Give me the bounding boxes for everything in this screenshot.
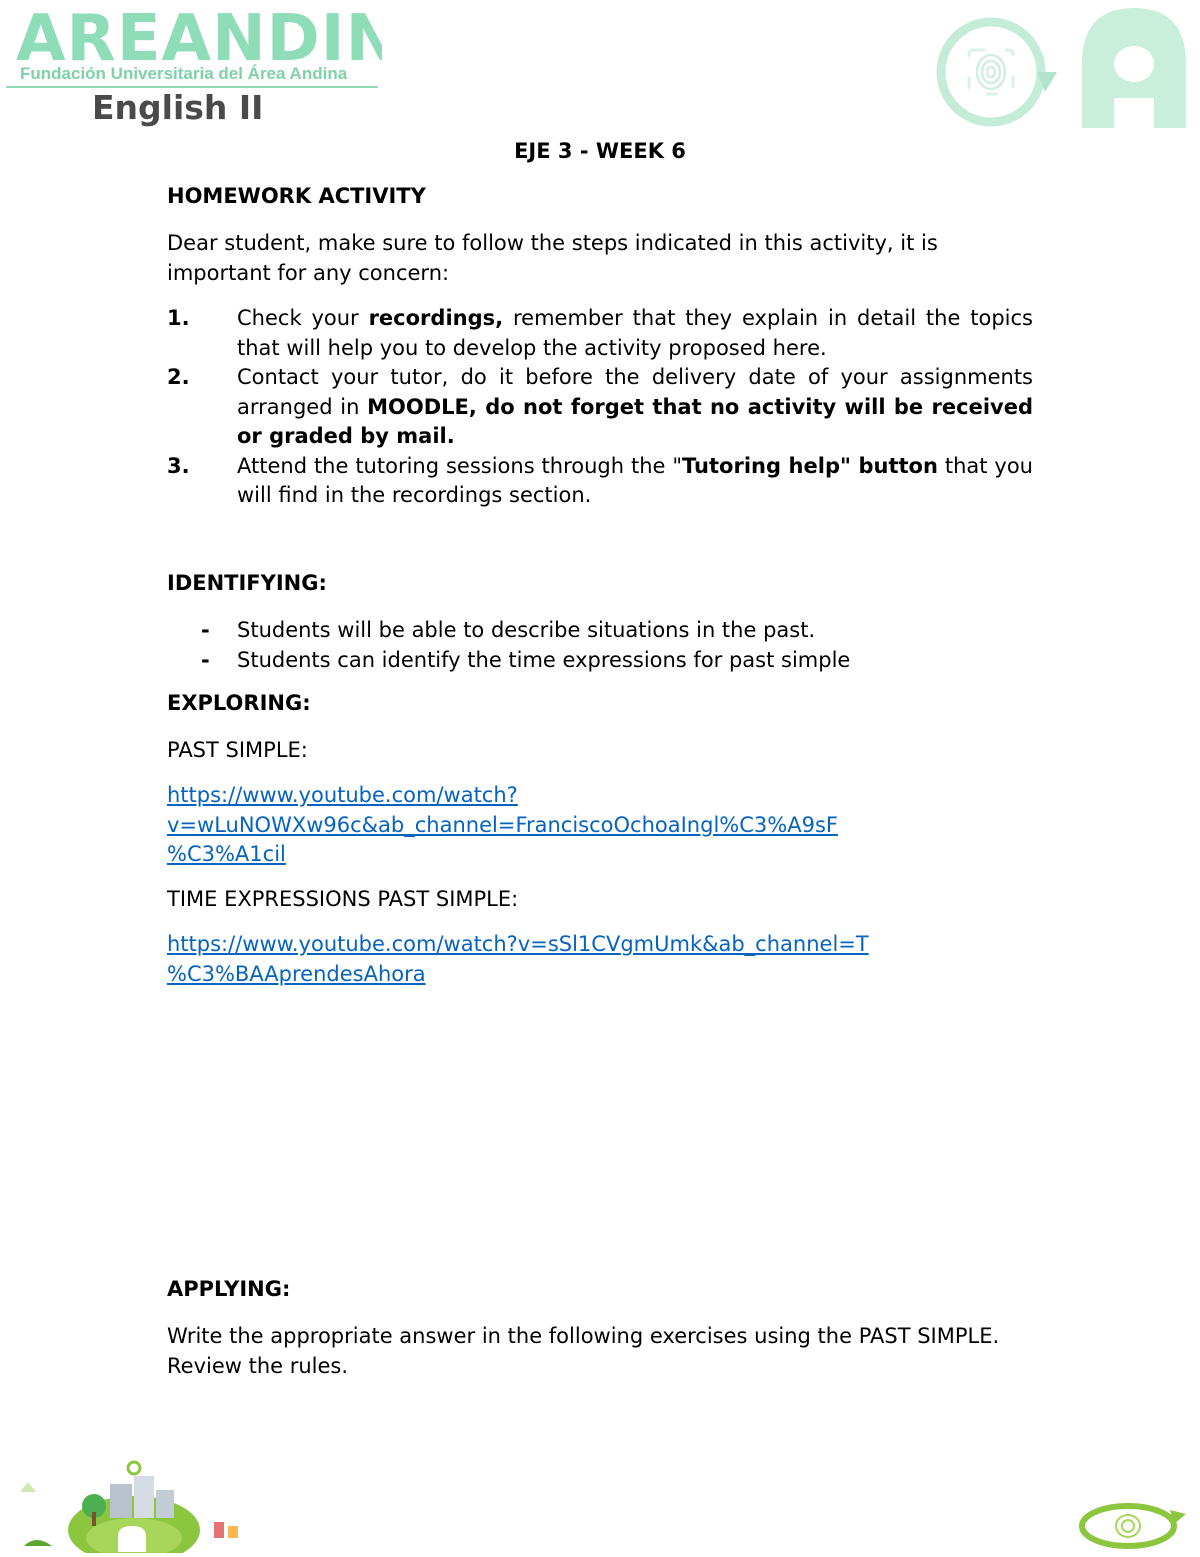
- logo-wordmark-graphic: [12, 2, 382, 68]
- letter-a-icon: [1072, 2, 1196, 132]
- time-expressions-link-line[interactable]: %C3%BAAprendesAhora: [167, 961, 426, 986]
- step-text: Check your: [237, 306, 369, 330]
- homework-intro: Dear student, make sure to follow the steps indicated in this activity, it is important for any concern:: [167, 231, 938, 285]
- past-simple-link-line[interactable]: v=wLuNOWXw96c&ab_channel=FranciscoOchoaIngl%C3%A9sF: [167, 812, 838, 837]
- homework-step: [167, 452, 1033, 511]
- identifying-bullets: [167, 616, 1033, 675]
- homework-steps: [167, 304, 1033, 511]
- dash-bullet-icon: -: [201, 618, 210, 642]
- bullet-text: Students will be able to describe situations in the past.: [237, 618, 816, 642]
- homework-step: [167, 363, 1033, 452]
- fingerprint-footer-icon: [1076, 1500, 1188, 1552]
- past-simple-link-line[interactable]: %C3%A1cil: [167, 842, 286, 866]
- time-expressions-link[interactable]: [167, 930, 1033, 989]
- step-number: 1.: [167, 306, 190, 330]
- past-simple-link[interactable]: [167, 781, 1033, 870]
- identifying-heading: IDENTIFYING:: [167, 571, 327, 595]
- time-expressions-link-line[interactable]: https://www.youtube.com/watch?v=sSl1CVgmUmk&ab_channel=T: [167, 932, 869, 956]
- course-title: English II: [92, 88, 264, 127]
- dash-bullet-icon: -: [201, 647, 210, 672]
- time-expressions-label: TIME EXPRESSIONS PAST SIMPLE:: [167, 887, 519, 911]
- step-emphasis: Tutoring help" button: [682, 453, 938, 478]
- identifying-bullet: [167, 616, 1033, 646]
- past-simple-label: PAST SIMPLE:: [167, 738, 308, 762]
- homework-step: [167, 304, 1033, 363]
- fingerprint-cycle-icon: [925, 12, 1065, 130]
- week-title: EJE 3 - WEEK 6: [514, 139, 686, 163]
- past-simple-link-line[interactable]: https://www.youtube.com/watch?: [167, 783, 518, 807]
- applying-heading: APPLYING:: [167, 1277, 291, 1301]
- applying-text: Write the appropriate answer in the following exercises using the PAST SIMPLE. Review the rules.: [167, 1324, 1000, 1378]
- step-number: 3.: [167, 453, 190, 478]
- bullet-text: Students can identify the time expressions for past simple: [237, 647, 851, 672]
- step-number: 2.: [167, 365, 190, 389]
- logo-wordmark-text: AREANDIN: [16, 2, 382, 68]
- eco-city-illustration: [14, 1456, 254, 1553]
- logo-subtitle: Fundación Universitaria del Área Andina: [20, 64, 348, 83]
- step-text: that you will find in the recordings section.: [237, 453, 1033, 507]
- step-emphasis: recordings,: [368, 306, 504, 330]
- homework-heading: HOMEWORK ACTIVITY: [167, 184, 426, 208]
- step-emphasis: MOODLE, do not forget that no activity will be received or graded by mail.: [237, 394, 1033, 448]
- logo-wordmark: [12, 2, 382, 68]
- identifying-bullet: [167, 646, 1033, 676]
- step-text: Attend the tutoring sessions through the ": [237, 453, 683, 478]
- step-text: Contact your tutor, do it before the delivery date of your assignments arranged in: [237, 365, 1033, 419]
- step-text: remember that they explain in detail the topics that will help you to develop the activity proposed here.: [237, 306, 1033, 360]
- exploring-heading: EXPLORING:: [167, 691, 311, 715]
